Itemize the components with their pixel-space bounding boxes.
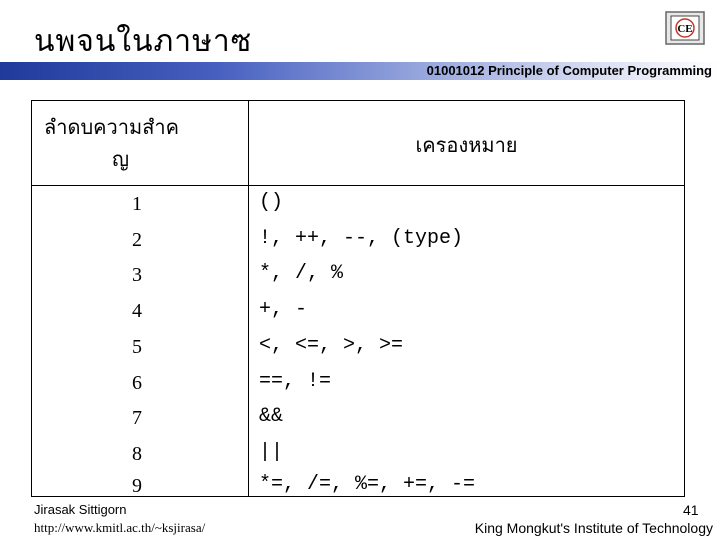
col1-header-line2: ญ: [112, 147, 130, 171]
operator-cell: ||: [259, 441, 284, 464]
operator-cell: (): [259, 191, 284, 214]
author-name: Jirasak Sittigorn: [34, 502, 127, 517]
rank-cell: 9: [132, 475, 142, 497]
rank-cell: 7: [132, 407, 142, 429]
rank-cell: 4: [132, 300, 142, 322]
operator-cell: +, -: [259, 298, 308, 321]
table-row: [32, 258, 684, 294]
col1-header: [44, 111, 244, 175]
precedence-table: [31, 100, 685, 497]
operator-cell: ==, !=: [259, 370, 332, 393]
logo-text: CE: [677, 23, 693, 35]
table-row: [32, 187, 684, 223]
header-divider: [32, 185, 684, 186]
operator-cell: &&: [259, 405, 284, 428]
table-row: [32, 437, 684, 473]
rank-cell: 3: [132, 264, 142, 286]
institute-name: King Mongkut's Institute of Technology: [474, 520, 713, 536]
table-row: [32, 330, 684, 366]
rank-cell: 6: [132, 372, 142, 394]
ce-logo: [662, 8, 708, 48]
operator-cell: !, ++, --, (type): [259, 227, 464, 250]
table-row: [32, 223, 684, 259]
col1-header-line1: ลำดบความสำค: [44, 115, 180, 139]
table-row: [32, 401, 684, 437]
author-url: http://www.kmitl.ac.th/~ksjirasa/: [34, 520, 206, 535]
rank-cell: 2: [132, 229, 142, 251]
col2-header: เครองหมาย: [415, 133, 518, 157]
rank-cell: 5: [132, 336, 142, 358]
slide-title: นพจนในภาษาซ: [34, 24, 253, 59]
rank-cell: 1: [132, 193, 142, 215]
course-name: 01001012 Principle of Computer Programming: [426, 63, 712, 78]
table-row: [32, 472, 684, 496]
table-row: [32, 366, 684, 402]
operator-cell: *, /, %: [259, 262, 344, 285]
page-number: 41: [683, 502, 699, 518]
rank-cell: 8: [132, 443, 142, 465]
table-row: [32, 294, 684, 330]
operator-cell: *=, /=, %=, +=, -=: [259, 473, 476, 496]
operator-cell: <, <=, >, >=: [259, 334, 404, 357]
